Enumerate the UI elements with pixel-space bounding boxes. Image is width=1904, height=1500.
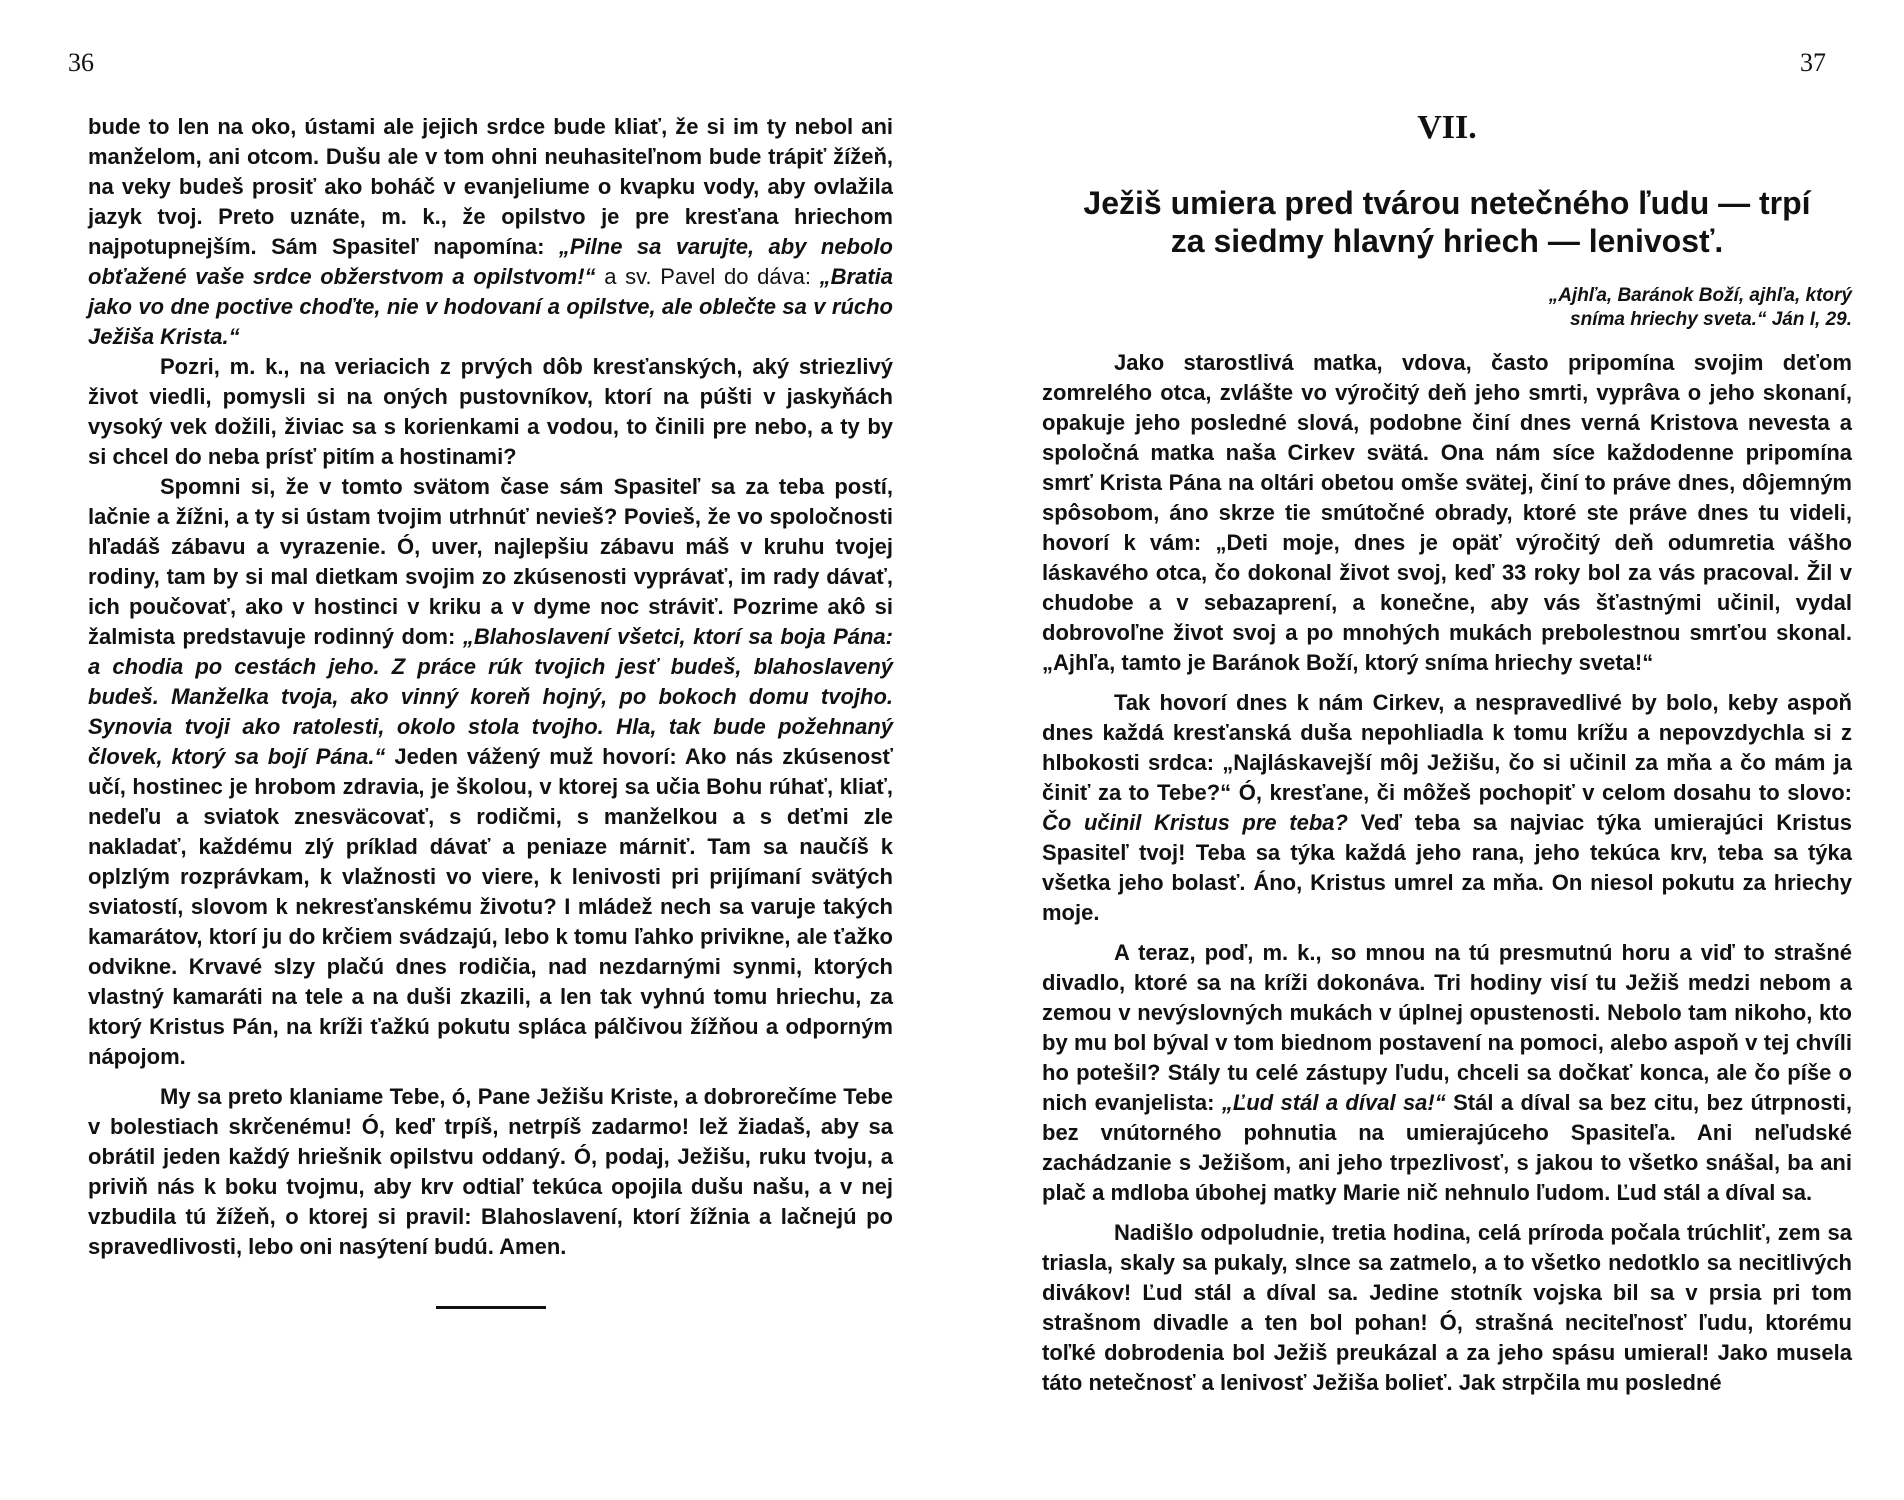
- paragraph: [1042, 938, 1852, 1208]
- left-page-body: [88, 112, 893, 1309]
- paragraph-text: Jeden vážený muž hovorí: Ako nás zkúsenosť učí, hostinec je hrobom zdravia, je školou, v ktorej sa učia Bohu rúhať, kliať, nedeľu a sviatok znesväcovať, s rodičmi, s manželkou a s deťmi zle nakladať, každému zlý príklad dávať a peniaze márniť. Tam sa naučíš k oplzlým rozprávkam, k vlažnosti vo viere, k lenivosti pri prijímaní svätých sviatostí, slovom k nekresťanskému životu? I mládež nech sa varuje takých kamarátov, ktorí ju do krčiem svádzajú, lebo k tomu ľahko privikne, ale ťažko odvikne. Krvavé slzy plačú dnes rodičia, nad nezdarnými synmi, ktorých vlastný kamaráti na tele a na duši zkazili, a len tak vyhnú tomu hriechu, za ktorý Kristus Pán, na kríži ťažkú pokutu spláca pálčivou žížňou a odporným nápojom.: [88, 744, 893, 1069]
- chapter-motto: [1042, 284, 1852, 332]
- question-quote: Čo učinil Kristus pre teba?: [1042, 810, 1348, 835]
- section-end-rule: [436, 1306, 546, 1309]
- scripture-quote: „Bratia jako vo dne poctive choďte, nie v hodovaní a opilstve, ale oblečte sa v rúcho Ježiša Krista.“: [88, 264, 893, 349]
- paragraph: [88, 472, 893, 1072]
- paragraph-text: Tak hovorí dnes k nám Cirkev, a nespravedlivé by bolo, keby aspoň dnes každá kresťanská duša nepohliadla k tomu krížu a nepovzdychla si z hlbokosti srdca: „Najláskavejší môj Ježišu, čo si učinil za mňa a čo mám ja činiť za to Tebe?“ Ó, kresťane, či môžeš pochopiť v celom dosahu to slovo:: [1042, 690, 1852, 805]
- right-page-body: [1042, 108, 1852, 1398]
- paragraph: [1042, 1218, 1852, 1398]
- paragraph-text: Stál a díval sa bez citu, bez útrpnosti, bez vnútorného pohnutia na umierajúceho Spasiteľa. Ani neľudské zachádzanie s Ježišom, ani jeho trpezlivosť, s jakou to všetko snášal, ba ani plač a mdloba úbohej matky Marie nič nehnulo ľudom. Ľud stál a díval sa.: [1042, 1090, 1852, 1205]
- chapter-number: VII.: [1417, 109, 1477, 146]
- motto-line: sníma hriechy sveta.“ Ján I, 29.: [1570, 309, 1852, 330]
- paragraph-text: Veď teba sa najviac týka umierajúci Kristus Spasiteľ tvoj! Teba sa týka každá jeho rana, jeho tekúca krv, teba sa týka všetka jeho bolasť. Áno, Kristus umrel za mňa. On niesol pokutu za hriechy moje.: [1042, 810, 1852, 925]
- chapter-title-line: Ježiš umiera pred tvárou netečného ľudu — trpí: [1083, 185, 1811, 221]
- psalm-quote: „Blahoslavení všetci, ktorí sa boja Pána: a chodia po cestách jeho. Z práce rúk tvojich jesť budeš, blahoslavený budeš. Manželka tvoja, ako vinný koreň hojný, po bokoch domu tvojho. Synovia tvoji ako ratolesti, okolo stola tvojho. Hla, tak bude požehnaný človek, ktorý sa bojí Pána.“: [88, 624, 893, 769]
- motto-line: „Ajhľa, Baránok Boží, ajhľa, ktorý: [1548, 285, 1852, 306]
- paragraph-text: Spomni si, že v tomto svätom čase sám Spasiteľ sa za teba postí, lačnie a žížni, a ty si ústam tvojim utrhnúť nevieš? Povieš, že vo spoločnosti hľadáš zábavu a vyrazenie. Ó, uver, najlepšiu zábavu máš v kruhu tvojej rodiny, tam by si mal dietkam svojim zo zkúsenosti vyprávať, im rady dávať, ich poučovať, ako v hostinci v kriku a v dyme noc stráviť. Pozrime akô si žalmista predstavuje rodinný dom:: [88, 474, 893, 649]
- chapter-title-line: za siedmy hlavný hriech — lenivosť.: [1170, 223, 1724, 259]
- paragraph-text: A teraz, poď, m. k., so mnou na tú presmutnú horu a viď to strašné divadlo, ktoré sa na kríži dokonáva. Tri hodiny visí tu Ježiš medzi nebom a zemou v nevýslovných mukách v úplnej opustenosti. Nebolo tam nikoho, kto by mu bol býval v tom biednom postavení na pomoci, alebo aspoň v tej chvíli ho potešil? Stály tu celé zástupy ľudu, chceli sa dočkať konca, ale čo píše o nich evanjelista:: [1042, 940, 1852, 1115]
- paragraph: [1042, 348, 1852, 678]
- scripture-quote: „Pilne sa varujte, aby nebolo obťažené vaše srdce obžerstvom a opilstvom!“: [88, 234, 893, 289]
- paragraph-text: Pozri, m. k., na veriacich z prvých dôb kresťanských, aký striezlivý život viedli, pomysli si na oných pustovníkov, ktorí na púšti v jaskyňách vysoký vek dožili, živiac sa s korienkami a vodou, to činili pre nebo, a ty by si chcel do neba prísť pitím a hostinami?: [88, 354, 893, 469]
- paragraph: [88, 1082, 893, 1262]
- paragraph-text: Nadišlo odpoludnie, tretia hodina, celá príroda počala trúchliť, zem sa triasla, skaly sa pukaly, slnce sa zatmelo, a to všetko nedotklo sa necitlivých divákov! Ľud stál a díval sa. Jedine stotník vojska bil sa v prsia pri tom strašnom divadle a ten bol pohan! Ó, strašná neciteľnosť ľudu, ktorému toľké dobrodenia bol Ježiš preukázal a za jeho spásu umieral! Jako musela táto netečnosť a lenivosť Ježiša bolieť. Jak strpčila mu posledné: [1042, 1220, 1852, 1395]
- paragraph: [88, 112, 893, 352]
- gospel-quote: „Ľud stál a díval sa!“: [1221, 1090, 1446, 1115]
- paragraph-text: a sv. Pavel do dáva:: [595, 264, 820, 289]
- paragraph: [1042, 688, 1852, 928]
- page-number-right: 37: [1800, 48, 1826, 77]
- chapter-title: [1042, 184, 1852, 260]
- paragraph-text: My sa preto klaniame Tebe, ó, Pane Ježišu Kriste, a dobrorečíme Tebe v bolestiach skrčenému! Ó, keď trpíš, netrpíš zadarmo! lež žiadaš, aby sa obrátil jeden každý hriešnik opilstvu oddaný. Ó, podaj, Ježišu, ruku tvoju, a priviň nás k boku tvojmu, aby krv odtiaľ tekúca opojila dušu našu, a v nej vzbudila tú žížeň, o ktorej si pravil: Blahoslavení, ktorí žížnia a lačnejú po spravedlivosti, lebo oni nasýtení budú. Amen.: [88, 1084, 893, 1259]
- paragraph-text: bude to len na oko, ústami ale jejich srdce bude kliať, že si im ty nebol ani manželom, ani otcom. Dušu ale v tom ohni neuhasiteľnom bude trápiť žížeň, na veky budeš prosiť ako boháč v evanjeliume o kvapku vody, aby ovlažila jazyk tvoj. Preto uznáte, m. k., že opilstvo je pre kresťana hriechom najpotupnejším. Sám Spasiteľ napomína:: [88, 114, 893, 259]
- paragraph-text: Jako starostlivá matka, vdova, často pripomína svojim deťom zomrelého otca, zvlášte vo výročitý deň jeho smrti, vyprâva o jeho skonaní, opakuje jeho posledné slová, podobne činí dnes verná Kristova nevesta a spoločná matka naša Cirkev svätá. Ona nám síce každodenne pripomína smrť Krista Pána na oltári obetou omše svätej, činí to práve dnes, dôjemným spôsobom, áno skrze tie smútočné obrady, ktoré ste práve dnes tu videli, hovorí k vám: „Deti moje, dnes je opäť výročitý deň odumretia vášho láskavého otca, čo dokonal život svoj, keď 33 roky bol za vás pracoval. Žil v chudobe a v sebazaprení, a konečne, aby vás šťastnými učinil, vydal dobrovoľne život svoj a po mnohých mukách prebolestnou smrťou skonal. „Ajhľa, tamto je Baránok Boží, ktorý sníma hriechy sveta!“: [1042, 350, 1852, 675]
- paragraph: [88, 352, 893, 472]
- page-number-left: 36: [68, 48, 94, 77]
